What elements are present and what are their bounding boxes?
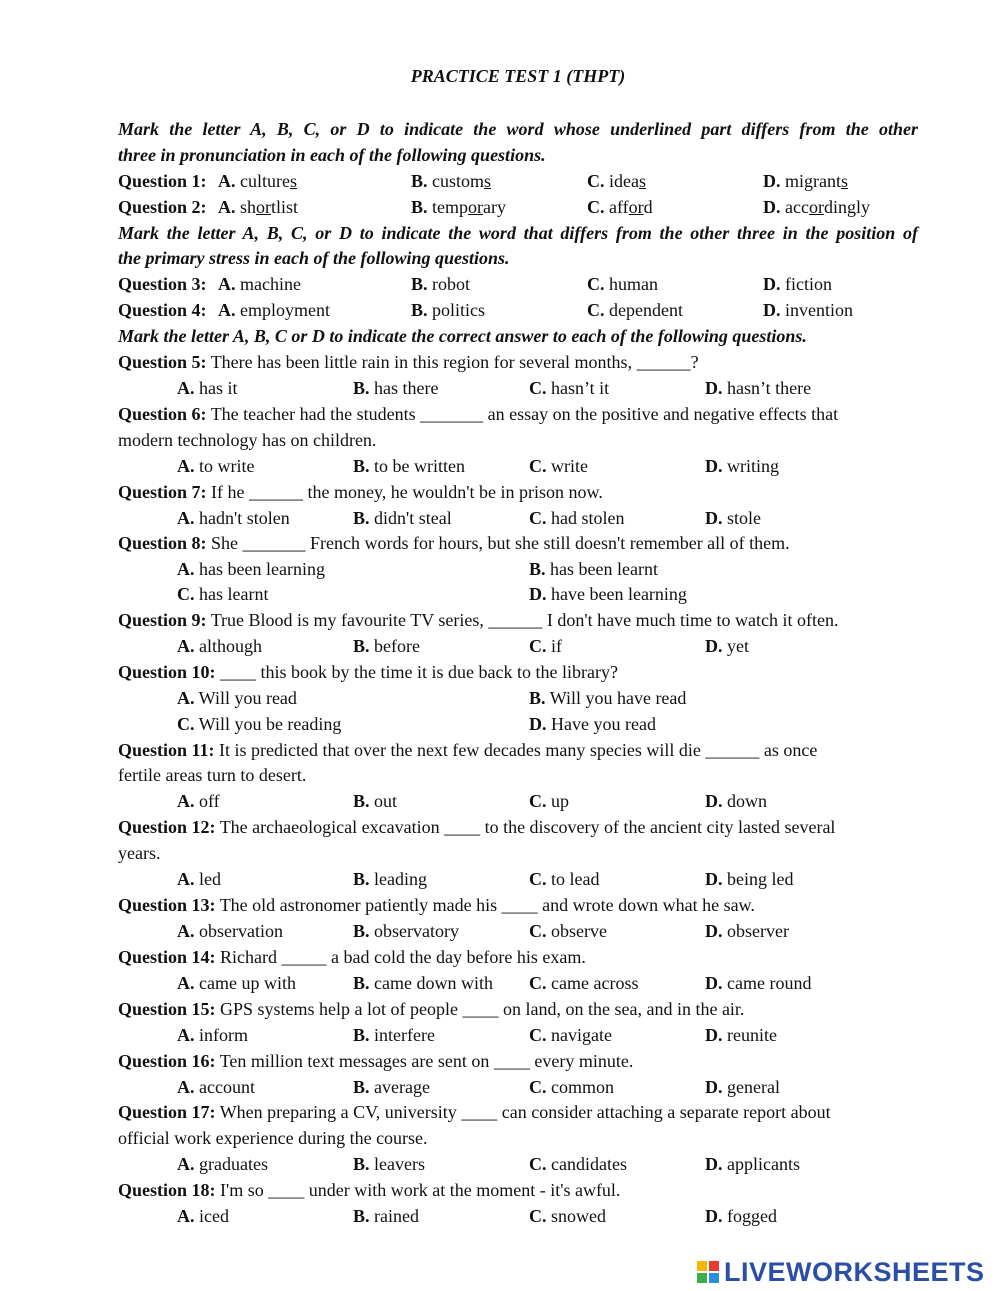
question-8-options-row2 [118, 581, 918, 607]
option-a[interactable]: A. iced [177, 1206, 229, 1226]
option-b[interactable]: B. leavers [353, 1154, 425, 1174]
option-d[interactable]: D. have been learning [529, 584, 687, 604]
option-b[interactable]: B. out [353, 791, 398, 811]
question-9-stem: Question 9: True Blood is my favourite TV series, ______ I don't have much time to watch it often. [118, 610, 839, 630]
question-6-stem-line2: modern technology has on children. [118, 430, 377, 450]
option-c[interactable]: C. human [587, 274, 658, 294]
option-a[interactable]: A. shortlist [218, 197, 299, 217]
question-18-stem: Question 18: I'm so ____ under with work at the moment - it's awful. [118, 1180, 621, 1200]
question-17-options [118, 1151, 918, 1177]
question-label: Question 4: [118, 300, 207, 320]
question-1 [118, 168, 918, 194]
question-label: Question 2: [118, 197, 207, 217]
option-a[interactable]: A. hadn't stolen [177, 508, 290, 528]
question-10-options-row2 [118, 711, 918, 737]
option-a[interactable]: A. has been learning [177, 559, 325, 579]
option-c[interactable]: C. if [529, 636, 562, 656]
option-c[interactable]: C. hasn’t it [529, 378, 610, 398]
question-16-options [118, 1074, 918, 1100]
instruction-stress-line2: the primary stress in each of the following questions. [118, 248, 510, 268]
instruction-stress-line1: Mark the letter A, B, C, or D to indicate the word that differs from the other three in the position of [118, 223, 918, 243]
option-d[interactable]: D. invention [763, 300, 853, 320]
option-c[interactable]: C. navigate [529, 1025, 612, 1045]
option-d[interactable]: D. accordingly [763, 197, 870, 217]
option-d[interactable]: D. general [705, 1077, 780, 1097]
option-c[interactable]: C. observe [529, 921, 607, 941]
option-d[interactable]: D. stole [705, 508, 761, 528]
question-11-stem: Question 11: It is predicted that over the next few decades many species will die ______ as once [118, 740, 818, 760]
option-d[interactable]: D. fiction [763, 274, 832, 294]
option-d[interactable]: D. yet [705, 636, 749, 656]
question-7-options [118, 505, 918, 531]
question-7-stem: Question 7: If he ______ the money, he wouldn't be in prison now. [118, 482, 603, 502]
option-a[interactable]: A. cultures [218, 171, 297, 191]
question-14-options [118, 970, 918, 996]
question-6-stem: Question 6: The teacher had the students _______ an essay on the positive and negative effects that [118, 404, 839, 424]
option-a[interactable]: A. led [177, 869, 221, 889]
option-c[interactable]: C. to lead [529, 869, 600, 889]
option-b[interactable]: B. robot [411, 274, 471, 294]
question-12-stem-line2: years. [118, 843, 161, 863]
logo-square-2 [709, 1261, 719, 1271]
question-15-options [118, 1022, 918, 1048]
option-a[interactable]: A. machine [218, 274, 301, 294]
question-4 [118, 297, 918, 323]
question-8-stem: Question 8: She _______ French words for hours, but she still doesn't remember all of them. [118, 533, 790, 553]
option-c[interactable]: C. has learnt [177, 584, 269, 604]
question-14-stem: Question 14: Richard _____ a bad cold the day before his exam. [118, 947, 586, 967]
option-c[interactable]: C. write [529, 456, 588, 476]
option-c[interactable]: C. afford [587, 197, 653, 217]
option-a[interactable]: A. inform [177, 1025, 248, 1045]
option-b[interactable]: B. interfere [353, 1025, 435, 1045]
option-a[interactable]: A. account [177, 1077, 255, 1097]
option-d[interactable]: D. observer [705, 921, 789, 941]
question-5-stem: Question 5: There has been little rain in this region for several months, ______? [118, 352, 699, 372]
instruction-correct-answer: Mark the letter A, B, C or D to indicate the correct answer to each of the following questions. [118, 326, 807, 346]
option-b[interactable]: B. came down with [353, 973, 493, 993]
page-title: PRACTICE TEST 1 (THPT) [410, 66, 626, 86]
option-a[interactable]: A. observation [177, 921, 283, 941]
option-a[interactable]: A. off [177, 791, 220, 811]
option-d[interactable]: D. being led [705, 869, 794, 889]
question-11-options [118, 788, 918, 814]
logo-square-4 [709, 1273, 719, 1283]
logo-text: LIVEWORKSHEETS [724, 1256, 985, 1287]
option-b[interactable]: B. didn't steal [353, 508, 452, 528]
option-b[interactable]: B. average [353, 1077, 430, 1097]
option-a[interactable]: A. to write [177, 456, 255, 476]
logo-square-1 [697, 1261, 707, 1271]
question-10-stem: Question 10: ____ this book by the time it is due back to the library? [118, 662, 618, 682]
question-3 [118, 271, 918, 297]
option-c[interactable]: C. ideas [587, 171, 646, 191]
option-c[interactable]: C. up [529, 791, 569, 811]
option-b[interactable]: B. Will you have read [529, 688, 687, 708]
question-13-options [118, 918, 918, 944]
option-d[interactable]: D. fogged [705, 1206, 777, 1226]
option-a[interactable]: A. Will you read [177, 688, 297, 708]
option-b[interactable]: B. temporary [411, 197, 506, 217]
question-label: Question 3: [118, 274, 207, 294]
logo-square-3 [697, 1273, 707, 1283]
option-d[interactable]: D. Have you read [529, 714, 656, 734]
option-b[interactable]: B. has been learnt [529, 559, 658, 579]
option-d[interactable]: D. reunite [705, 1025, 777, 1045]
question-16-stem: Question 16: Ten million text messages are sent on ____ every minute. [118, 1051, 634, 1071]
option-d[interactable]: D. hasn’t there [705, 378, 812, 398]
option-c[interactable]: C. candidates [529, 1154, 627, 1174]
option-c[interactable]: C. came across [529, 973, 639, 993]
option-c[interactable]: C. snowed [529, 1206, 606, 1226]
liveworksheets-logo[interactable] [697, 1255, 985, 1289]
question-15-stem: Question 15: GPS systems help a lot of people ____ on land, on the sea, and in the air. [118, 999, 745, 1019]
option-b[interactable]: B. before [353, 636, 420, 656]
option-c[interactable]: C. dependent [587, 300, 683, 320]
question-18-options [118, 1203, 918, 1229]
option-b[interactable]: B. leading [353, 869, 427, 889]
option-c[interactable]: C. had stolen [529, 508, 625, 528]
question-5-options [118, 375, 918, 401]
question-17-stem: Question 17: When preparing a CV, university ____ can consider attaching a separate report about [118, 1102, 831, 1122]
instruction-pronunciation-line2: three in pronunciation in each of the following questions. [118, 145, 546, 165]
option-b[interactable]: B. observatory [353, 921, 459, 941]
option-d[interactable]: D. applicants [705, 1154, 800, 1174]
option-d[interactable]: D. came round [705, 973, 812, 993]
question-9-options [118, 633, 918, 659]
option-d[interactable]: D. writing [705, 456, 779, 476]
option-c[interactable]: C. common [529, 1077, 614, 1097]
option-b[interactable]: B. rained [353, 1206, 419, 1226]
option-a[interactable]: A. although [177, 636, 262, 656]
question-6-options [118, 453, 918, 479]
option-a[interactable]: A. has it [177, 378, 238, 398]
option-b[interactable]: B. has there [353, 378, 439, 398]
question-11-stem-line2: fertile areas turn to desert. [118, 765, 307, 785]
option-a[interactable]: A. graduates [177, 1154, 268, 1174]
option-a[interactable]: A. came up with [177, 973, 296, 993]
liveworksheets-mark-icon [697, 1261, 719, 1283]
option-b[interactable]: B. politics [411, 300, 486, 320]
question-12-options [118, 866, 918, 892]
question-17-stem-line2: official work experience during the course. [118, 1128, 428, 1148]
question-13-stem: Question 13: The old astronomer patiently made his ____ and wrote down what he saw. [118, 895, 755, 915]
option-d[interactable]: D. migrants [763, 171, 849, 191]
instruction-pronunciation-line1: Mark the letter A, B, C, or D to indicate the word whose underlined part differs from the other [118, 119, 918, 139]
option-a[interactable]: A. employment [218, 300, 330, 320]
option-b[interactable]: B. customs [411, 171, 492, 191]
option-b[interactable]: B. to be written [353, 456, 465, 476]
option-d[interactable]: D. down [705, 791, 767, 811]
question-10-options-row1 [118, 685, 918, 711]
option-c[interactable]: C. Will you be reading [177, 714, 342, 734]
question-2 [118, 194, 918, 220]
question-8-options-row1 [118, 556, 918, 582]
question-12-stem: Question 12: The archaeological excavation ____ to the discovery of the ancient city lasted several [118, 817, 836, 837]
question-label: Question 1: [118, 171, 207, 191]
